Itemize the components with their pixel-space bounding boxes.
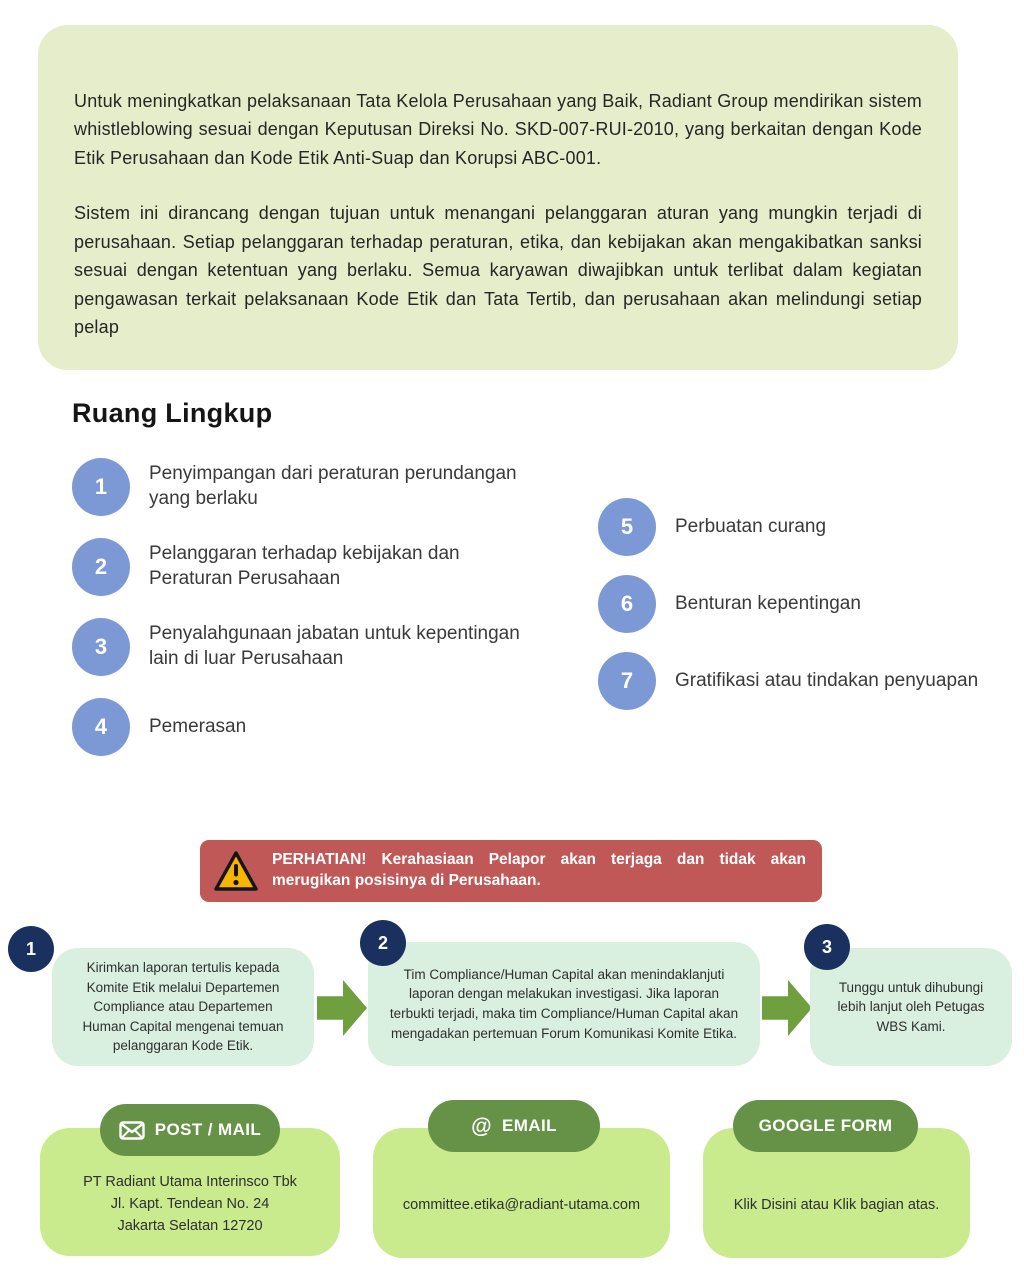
scope-number-badge: 6: [598, 575, 656, 633]
email-header-label: EMAIL: [502, 1116, 557, 1135]
scope-item-3: [72, 618, 542, 676]
google-form-header-pill[interactable]: [733, 1100, 918, 1152]
scope-section-title: Ruang Lingkup: [72, 398, 273, 428]
scope-item-6: [598, 575, 998, 633]
scope-list-right: [598, 498, 998, 710]
scope-number-badge: 7: [598, 652, 656, 710]
step-1-box: [52, 948, 314, 1066]
arrow-right-icon: [762, 980, 812, 1036]
step-2-badge: 2: [360, 920, 406, 966]
scope-number-badge: 2: [72, 538, 130, 596]
google-form-instruction[interactable]: Klik Disini atau Klik bagian atas.: [733, 1197, 940, 1214]
post-mail-line-1: PT Radiant Utama Interinsco Tbk: [83, 1174, 297, 1191]
scope-item-label: Perbuatan curang: [675, 515, 827, 537]
step-2-text: Tim Compliance/Human Capital akan menindaklanjuti laporan dengan melakukan investigasi. Jika laporan terbukti terjadi, maka tim Compliance/Human Capital akan mengadakan pertemuan Forum Komunikasi Komite Etika.: [389, 966, 739, 1041]
warning-text: PERHATIAN! Kerahasiaan Pelapor akan terjaga dan tidak akan merugikan posisinya di Perusahaan.: [272, 851, 806, 889]
intro-paragraph-1: Untuk meningkatkan pelaksanaan Tata Kelola Perusahaan yang Baik, Radiant Group mendirikan sistem whistleblowing sesuai dengan Keputusan Direksi No. SKD-007-RUI-2010, yang berkaitan dengan Kode Etik Perusahaan dan Kode Etik Anti-Suap dan Korupsi ABC-001.: [74, 91, 922, 168]
scope-item-7: [598, 652, 998, 710]
step-2-box: [368, 942, 760, 1066]
scope-item-5: [598, 498, 998, 556]
scope-item-label: Gratifikasi atau tindakan penyuapan: [675, 669, 979, 691]
post-mail-header-label: POST / MAIL: [154, 1120, 262, 1139]
at-icon: @: [471, 1114, 492, 1138]
scope-item-label: Benturan kepentingan: [675, 592, 861, 614]
scope-item-4: [72, 698, 542, 756]
warning-triangle-icon: [213, 850, 259, 892]
scope-number-badge: 5: [598, 498, 656, 556]
intro-paragraph-2: Sistem ini dirancang dengan tujuan untuk menangani pelanggaran aturan yang mungkin terjadi di perusahaan. Setiap pelanggaran terhadap peraturan, etika, dan kebijakan akan mengakibatkan sanksi sesuai dengan ketentuan yang berlaku. Semua karyawan diwajibkan untuk terlibat dalam kegiatan pengawasan terkait pelaksanaan Kode Etik dan Tata Tertib, dan perusahaan akan melindungi setiap pelap: [74, 203, 922, 338]
email-address[interactable]: committee.etika@radiant-utama.com: [402, 1197, 641, 1214]
intro-box: [38, 25, 958, 370]
email-header-pill: [428, 1100, 600, 1152]
scope-item-label: Penyimpangan dari peraturan perundangan yang berlaku: [149, 463, 517, 509]
google-form-header-label: GOOGLE FORM: [758, 1116, 893, 1135]
scope-item-label: Pelanggaran terhadap kebijakan dan Peraturan Perusahaan: [149, 543, 460, 589]
scope-item-1: [72, 458, 542, 516]
post-mail-line-3: Jakarta Selatan 12720: [117, 1217, 263, 1234]
scope-item-label: Pemerasan: [149, 715, 247, 737]
envelope-icon: [119, 1121, 145, 1140]
step-1-badge: 1: [8, 926, 54, 972]
scope-list-left: [72, 458, 542, 756]
step-3-text: Tunggu untuk dihubungi lebih lanjut oleh Petugas WBS Kami.: [837, 979, 985, 1034]
post-mail-header-pill: [100, 1104, 280, 1156]
scope-number-badge: 1: [72, 458, 130, 516]
scope-number-badge: 3: [72, 618, 130, 676]
scope-item-2: [72, 538, 542, 596]
step-3-badge: 3: [804, 924, 850, 970]
post-mail-line-2: Jl. Kapt. Tendean No. 24: [110, 1196, 270, 1213]
step-1-text: Kirimkan laporan tertulis kepada Komite Etik melalui Departemen Compliance atau Departemen Human Capital mengenai temuan pelanggaran Kode Etik.: [82, 960, 284, 1054]
scope-number-badge: 4: [72, 698, 130, 756]
scope-item-label: Penyalahgunaan jabatan untuk kepentingan lain di luar Perusahaan: [149, 623, 520, 669]
arrow-right-icon: [317, 980, 367, 1036]
confidentiality-warning-banner: [200, 840, 822, 902]
